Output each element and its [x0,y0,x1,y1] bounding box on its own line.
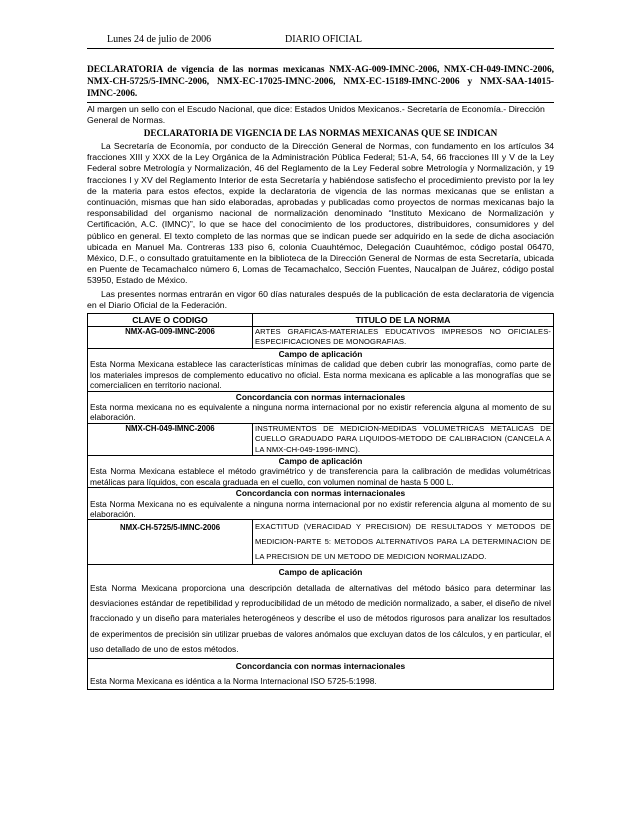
table-row [88,520,554,565]
page-header [87,30,554,49]
section-title: DECLARATORIA DE VIGENCIA DE LAS NORMAS MEXICANAS QUE SE INDICAN [143,128,498,139]
declaration-title: DECLARATORIA de vigencia de las normas mexicanas NMX-AG-009-IMNC-2006, NMX-CH-049-IMNC-2006, NMX-CH-5725/5-IMNC-2006, NMX-EC-17025-IMNC-2006, NMX-EC-15189-IMNC-2006 y NMX-SAA-14015-IMNC-2006. [87,64,554,103]
scope-text: Esta Norma Mexicana establece el método gravimétrico y de transferencia para la calibración de medidas volumétricas metálicas para líquidos, con escala graduada en el cuello, con volumen nominal de hasta 5 000 L. [88,466,554,487]
scope-heading: Campo de aplicación [88,348,554,359]
margin-note: Al margen un sello con el Escudo Nacional, que dice: Estados Unidos Mexicanos.- Secretaría de Economía.- Dirección General de Normas. [87,103,545,125]
header-publication: DIARIO OFICIAL [285,34,362,45]
table-row [88,327,554,349]
body-paragraph-1: La Secretaría de Economía, por conducto de la Dirección General de Normas, con fundamento en los artículos 34 fracciones XIII y XXX de la Ley Orgánica de la Administración Pública Federal; 51-A, 54, 66 fracciones III y V de la Ley Federal sobre Metrología y Normalización, 46 del Reglamento de la Ley Federal sobre Metrología y Normalización, y 19 fracciones I y XV del Reglamento Interior de esta Secretaría y habiéndose satisfecho el procedimiento previsto por la ley de la materia para estos efectos, expide la declaratoria de vigencia de las normas mexicanas que se enlistan a continuación, mismas que han sido elaboradas, aprobadas y publicadas como proyectos de normas mexicanas bajo la responsabilidad del organismo nacional de normalización denominado “Instituto Mexicano de Normalización y Certificación, A.C. (IMNC)”, lo que se hace del conocimiento de los productores, distribuidores, consumidores y del público en general. El texto completo de las normas que se indican puede ser adquirido en la sede de dicha asociación ubicada en Manuel Ma. Contreras 133 piso 6, colonia Cuauhtémoc, Delegación Cuauhtémoc, código postal 06470, México, D.F., o consultado gratuitamente en la biblioteca de la Dirección General de Normas de esta Secretaría, ubicada en Puente de Tecamachalco número 6, Lomas de Tecamachalco, Sección Fuentes, Naucalpan de Juárez, código postal 53950, Estado de México. [87,141,554,286]
concordance-text: Esta Norma Mexicana no es equivalente a ninguna norma internacional por no existir referencia alguna al momento de su elaboración. [88,499,554,520]
norm-code: NMX-CH-049-IMNC-2006 [88,423,253,455]
scope-heading: Campo de aplicación [88,455,554,466]
norm-code: NMX-CH-5725/5-IMNC-2006 [88,520,253,565]
table-row [88,423,554,455]
norm-title: INSTRUMENTOS DE MEDICION-MEDIDAS VOLUMETRICAS METALICAS DE CUELLO GRADUADO PARA LIQUIDOS-METODO DE CALIBRACION (CANCELA A LA NMX-CH-049-1996-IMNC). [253,423,554,455]
scope-text: Esta Norma Mexicana establece las características mínimas de calidad que deben cubrir las monografías, como parte de los materiales impresos de complemento educativo no oficial. Esta norma mexicana es aplicable a las monografías que se comercialicen en territorio nacional. [88,359,554,391]
body-paragraph-2: Las presentes normas entrarán en vigor 60 días naturales después de la publicación de esta declaratoria de vigencia en el Diario Oficial de la Federación. [87,288,554,310]
column-header-title: TITULO DE LA NORMA [253,314,554,327]
norm-title: EXACTITUD (VERACIDAD Y PRECISION) DE RESULTADOS Y METODOS DE MEDICION-PARTE 5: METODOS ALTERNATIVOS PARA LA DETERMINACION DE LA PRECISION DE UN METODO DE MEDICION NORMALIZADO. [253,520,554,565]
norm-code: NMX-AG-009-IMNC-2006 [88,327,253,349]
concordance-heading: Concordancia con normas internacionales [88,488,554,499]
scope-text: Esta Norma Mexicana proporciona una descripción detallada de alternativas del método básico para determinar las desviaciones estándar de repetibilidad y reproducibilidad de un método de medición normalizado, a saber, el diseño de nivel fraccionado y un diseño para materiales heterogéneos y describe el uso de métodos rigurosos para analizar los resultados de experimentos de precisión sin utilizar pruebas de valores anómalos que excluyan datos de los cálculos, y en particular, el uso detallado de uno de estos métodos. [88,581,554,659]
concordance-text: Esta Norma Mexicana es idéntica a la Norma Internacional ISO 5725-5:1998. [88,674,554,690]
norms-table [87,313,554,690]
document-page [87,30,554,690]
scope-heading: Campo de aplicación [88,565,554,581]
concordance-text: Esta norma mexicana no es equivalente a ninguna norma internacional por no existir referencia alguna al momento de su elaboración. [88,402,554,423]
concordance-heading: Concordancia con normas internacionales [88,658,554,674]
concordance-heading: Concordancia con normas internacionales [88,391,554,402]
norm-title: ARTES GRAFICAS-MATERIALES EDUCATIVOS IMPRESOS NO OFICIALES-ESPECIFICACIONES DE MONOGRAFIAS. [253,327,554,349]
table-header-row [88,314,554,327]
header-date: Lunes 24 de julio de 2006 [107,34,212,45]
column-header-code: CLAVE O CODIGO [88,314,253,327]
